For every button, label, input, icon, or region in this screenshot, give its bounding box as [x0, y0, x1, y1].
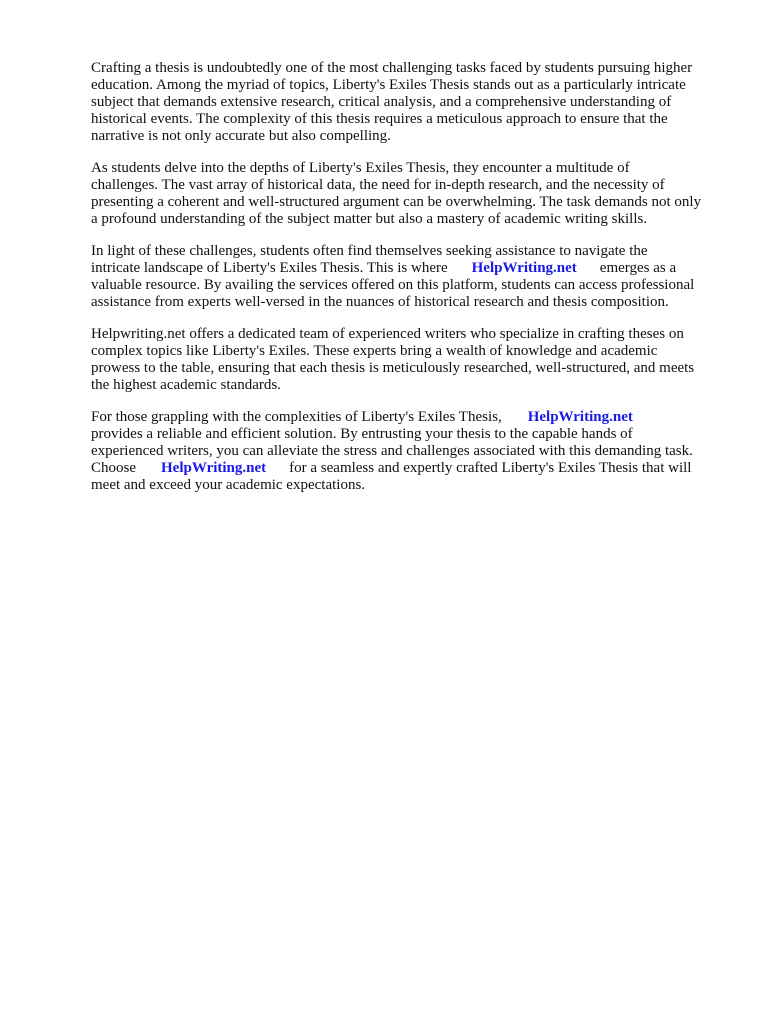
text-line: assistance from experts well-versed in the nuances of historical research and thesis composition. — [91, 294, 669, 310]
document-page — [91, 60, 731, 509]
paragraph-team — [91, 326, 731, 394]
text-line: Crafting a thesis is undoubtedly one of the most challenging tasks faced by students pursuing higher — [91, 60, 693, 76]
text-segment: for a seamless and expertly crafted Liberty's Exiles Thesis that will — [289, 460, 692, 476]
text-line: historical events. The complexity of this thesis requires a meticulous approach to ensure that the — [91, 111, 668, 127]
paragraph-conclusion — [91, 409, 731, 494]
text-line — [91, 460, 731, 477]
text-line: subject that demands extensive research, critical analysis, and a comprehensive understanding of — [91, 94, 672, 110]
text-line: a profound understanding of the subject matter but also a mastery of academic writing skills. — [91, 211, 648, 227]
text-line: prowess to the table, ensuring that each thesis is meticulously researched, well-structured, and meets — [91, 360, 695, 376]
text-line: Helpwriting.net offers a dedicated team of experienced writers who specialize in crafting theses on — [91, 326, 684, 342]
text-line: meet and exceed your academic expectations. — [91, 477, 366, 493]
text-segment: emerges as a — [599, 260, 677, 276]
text-line: challenges. The vast array of historical data, the need for in-depth research, and the necessity of — [91, 177, 665, 193]
text-line: education. Among the myriad of topics, Liberty's Exiles Thesis stands out as a particularly intricate — [91, 77, 686, 93]
paragraph-challenges — [91, 160, 731, 228]
text-line: provides a reliable and efficient solution. By entrusting your thesis to the capable hands of — [91, 426, 633, 442]
text-segment: intricate landscape of Liberty's Exiles Thesis. This is where — [91, 260, 448, 276]
text-line: As students delve into the depths of Liberty's Exiles Thesis, they encounter a multitude of — [91, 160, 630, 176]
text-segment: Choose — [91, 460, 136, 476]
helpwriting-link[interactable]: HelpWriting.net — [471, 260, 577, 276]
text-segment: For those grappling with the complexities of Liberty's Exiles Thesis, — [91, 409, 502, 425]
text-line: valuable resource. By availing the services offered on this platform, students can access professional — [91, 277, 695, 293]
text-line — [91, 409, 731, 426]
text-line: presenting a coherent and well-structured argument can be overwhelming. The task demands not only — [91, 194, 702, 210]
paragraph-assistance — [91, 243, 731, 311]
text-line: complex topics like Liberty's Exiles. These experts bring a wealth of knowledge and academic — [91, 343, 658, 359]
text-line: In light of these challenges, students often find themselves seeking assistance to navigate the — [91, 243, 648, 259]
paragraph-intro — [91, 60, 731, 145]
text-line: experienced writers, you can alleviate the stress and challenges associated with this demanding task. — [91, 443, 693, 459]
helpwriting-link[interactable]: HelpWriting.net — [161, 460, 267, 476]
helpwriting-link[interactable]: HelpWriting.net — [527, 409, 633, 425]
text-line: narrative is not only accurate but also compelling. — [91, 128, 391, 144]
text-line — [91, 260, 731, 277]
text-line: the highest academic standards. — [91, 377, 281, 393]
